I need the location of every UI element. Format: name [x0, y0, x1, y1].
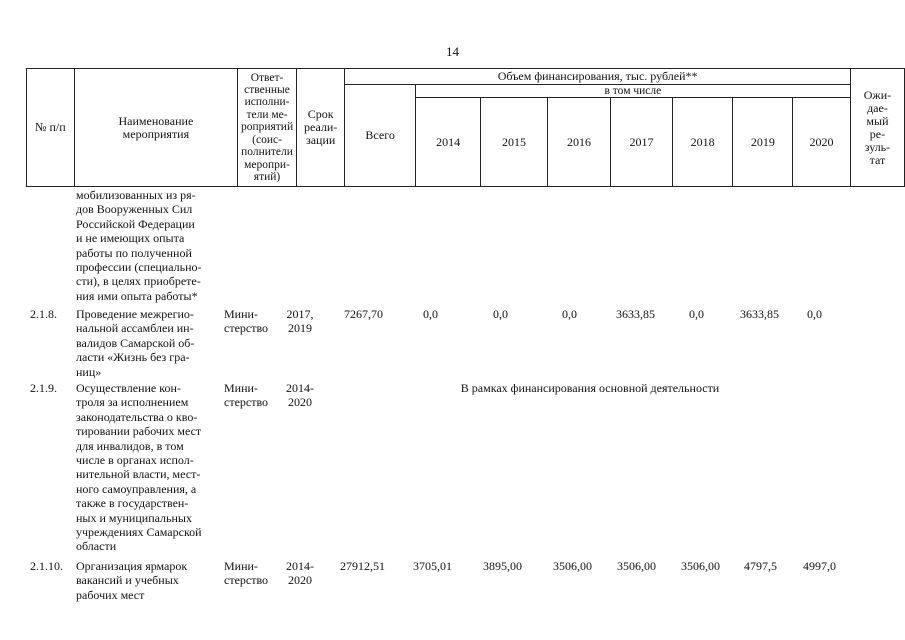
- header-year: 2018: [672, 98, 733, 187]
- header-including: в том числе: [415, 85, 850, 98]
- row-value: 3705,01: [413, 559, 452, 573]
- row-value: 3633,85: [740, 307, 779, 321]
- row-term: 2017, 2019: [286, 307, 314, 336]
- page-number: 14: [446, 44, 459, 59]
- row-value: 0,0: [423, 307, 438, 321]
- header-year: 2017: [611, 98, 673, 187]
- row-responsible: Мини- стерство: [224, 381, 269, 410]
- row-term: 2014- 2020: [286, 559, 314, 588]
- header-year: 2020: [793, 98, 851, 187]
- row-responsible: Мини- стерство: [224, 307, 269, 336]
- row-total: 7267,70: [344, 307, 383, 321]
- header-year: 2019: [733, 98, 793, 187]
- header-term: Срок реали- зации: [296, 69, 344, 187]
- row-number: 2.1.10.: [30, 559, 63, 573]
- row-value: 4997,0: [803, 559, 836, 573]
- header-result: Ожи- дае- мый ре- зуль- тат: [850, 69, 904, 187]
- header-no: № п/п: [27, 69, 75, 187]
- row-name: Проведение межрегио- нальной ассамблеи ин- валидов Самарской об- ласти «Жизнь без гра- ниц»: [76, 307, 195, 379]
- row-value: 0,0: [493, 307, 508, 321]
- row-value: 3633,85: [616, 307, 655, 321]
- header-responsible: Ответ- ственные исполни- тели ме- роприятий (соис- полнители меропри- ятий): [238, 69, 297, 187]
- row-name: Организация ярмарок вакансий и учебных рабочих мест: [76, 559, 188, 602]
- row-term: 2014- 2020: [286, 381, 314, 410]
- row-value: 3506,00: [553, 559, 592, 573]
- row-number: 2.1.8.: [30, 307, 57, 321]
- row-total: 27912,51: [340, 559, 385, 573]
- row-value: 0,0: [689, 307, 704, 321]
- row-number: 2.1.9.: [30, 381, 57, 395]
- row-value: 3895,00: [483, 559, 522, 573]
- table-header: [26, 68, 905, 187]
- header-total: Всего: [345, 85, 415, 187]
- row-value: 3506,00: [681, 559, 720, 573]
- header-year: 2015: [481, 98, 547, 187]
- row-responsible: Мини- стерство: [224, 559, 269, 588]
- row-value: 0,0: [562, 307, 577, 321]
- row-note: В рамках финансирования основной деятельности: [460, 381, 720, 395]
- header-year: 2016: [547, 98, 611, 187]
- header-year: 2014: [415, 98, 480, 187]
- continuation-text: мобилизованных из ря- дов Вооруженных Сил Российской Федерации и не имеющих опыта работы по полученной профессии (специально- сти), в целях приобрете- ния ими опыта работы*: [76, 188, 202, 303]
- row-value: 4797,5: [744, 559, 777, 573]
- row-value: 0,0: [807, 307, 822, 321]
- row-value: 3506,00: [617, 559, 656, 573]
- header-name: Наименование мероприятия: [74, 69, 237, 187]
- row-name: Осуществление кон- троля за исполнением законодательства о кво- тировании рабочих мест для инвалидов, в том числе в органах испол- нительной власти, мест- ного самоуправления, а также в государствен- ных и муниципальных учреждениях Самарской области: [76, 381, 202, 554]
- header-funding: Объем финансирования, тыс. рублей**: [345, 69, 851, 85]
